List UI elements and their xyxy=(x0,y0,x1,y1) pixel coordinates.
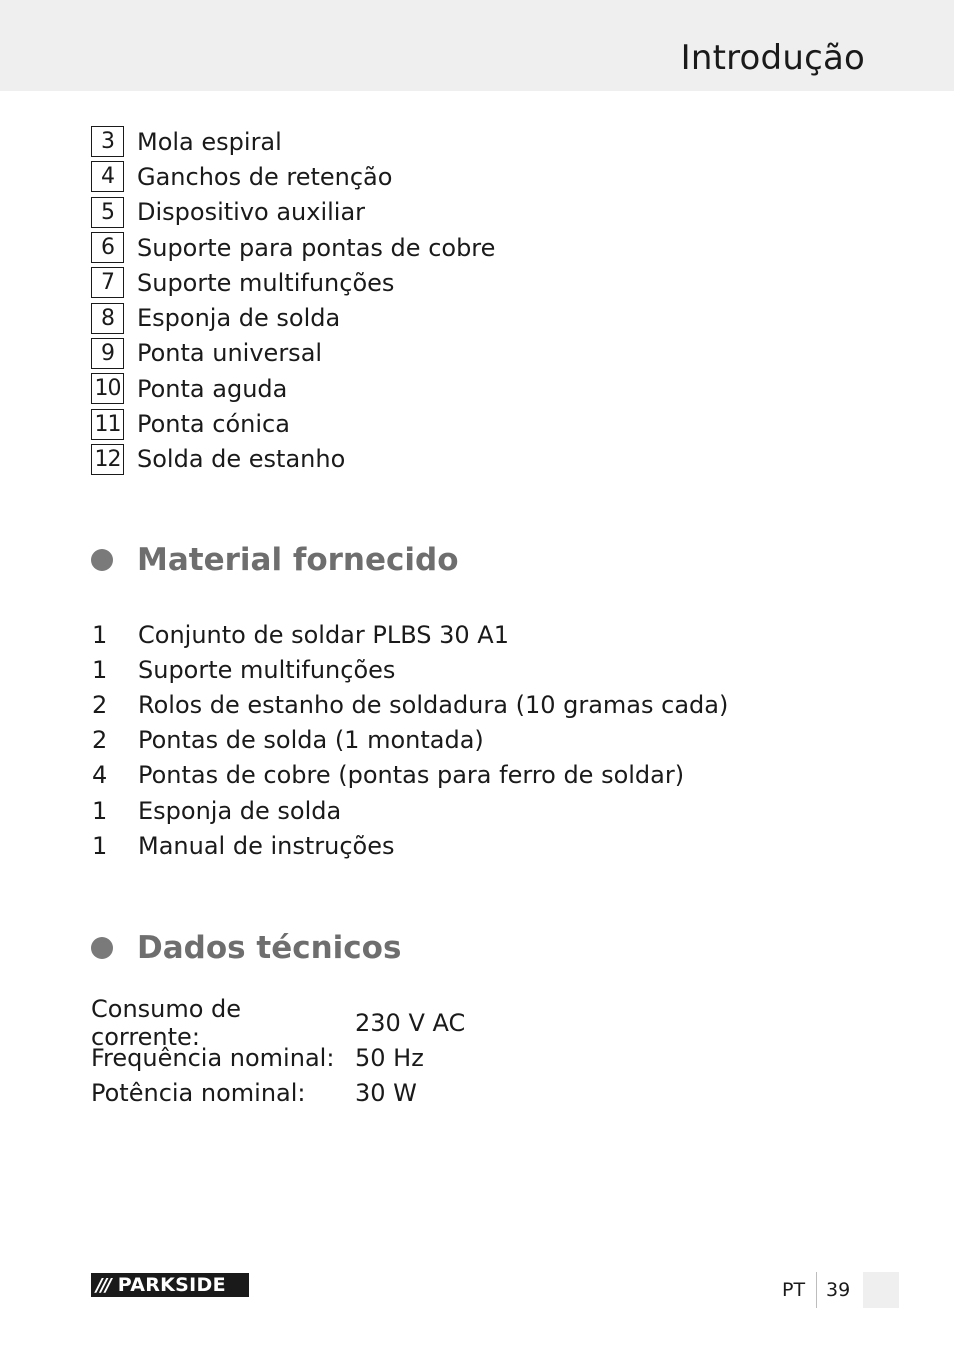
list-item xyxy=(91,828,728,863)
item-number: 7 xyxy=(91,267,124,298)
item-number: 10 xyxy=(91,373,124,404)
spec-list xyxy=(91,994,466,1111)
item-label: Mola espiral xyxy=(137,127,282,156)
item-label: Ganchos de retenção xyxy=(137,162,393,191)
parts-list xyxy=(91,124,495,477)
section-title: Material fornecido xyxy=(137,542,459,578)
item-quantity: 1 xyxy=(92,620,108,649)
list-item xyxy=(91,124,495,159)
list-item xyxy=(91,793,728,828)
item-label: Manual de instruções xyxy=(138,831,395,860)
item-number: 5 xyxy=(91,197,124,228)
item-label: Suporte para pontas de cobre xyxy=(137,233,496,262)
page-title: Introdução xyxy=(680,38,865,78)
language-code: PT xyxy=(782,1279,806,1301)
spec-row xyxy=(91,1075,465,1110)
item-label: Pontas de solda (1 montada) xyxy=(138,726,484,755)
list-item xyxy=(91,159,495,194)
page-number: 39 xyxy=(826,1279,851,1301)
item-number: 6 xyxy=(91,232,124,263)
logo-slashes: /// xyxy=(96,1274,110,1296)
item-quantity: 4 xyxy=(92,761,108,790)
item-quantity: 1 xyxy=(92,796,108,825)
spec-value: 230 V AC xyxy=(355,1008,466,1037)
list-item xyxy=(91,336,495,371)
item-number: 8 xyxy=(91,303,124,334)
item-label: Solda de estanho xyxy=(137,445,346,474)
section-title: Dados técnicos xyxy=(137,930,402,966)
item-number: 3 xyxy=(91,126,124,157)
scope-list xyxy=(91,617,728,863)
list-item xyxy=(91,230,495,265)
item-number: 12 xyxy=(91,444,124,475)
bullet-icon xyxy=(91,549,113,571)
item-label: Rolos de estanho de soldadura (10 gramas cada) xyxy=(138,690,729,719)
item-label: Esponja de solda xyxy=(137,304,341,333)
spec-row xyxy=(91,994,466,1051)
list-item xyxy=(91,265,495,300)
section-heading-scope xyxy=(91,542,459,578)
item-label: Conjunto de soldar PLBS 30 A1 xyxy=(138,620,509,649)
spec-label: Frequência nominal: xyxy=(91,1043,335,1072)
list-item xyxy=(91,300,495,335)
bullet-icon xyxy=(91,937,113,959)
item-label: Suporte multifunções xyxy=(137,268,395,297)
item-label: Ponta aguda xyxy=(137,374,288,403)
list-item xyxy=(91,617,728,652)
list-item xyxy=(91,687,728,722)
list-item xyxy=(91,371,495,406)
header-bar xyxy=(0,0,954,91)
item-label: Dispositivo auxiliar xyxy=(137,198,366,227)
list-item xyxy=(91,195,495,230)
list-item xyxy=(91,406,495,441)
footer-tab xyxy=(863,1272,899,1308)
item-quantity: 2 xyxy=(92,726,108,755)
item-number: 11 xyxy=(91,409,124,440)
list-item xyxy=(91,442,495,477)
list-item xyxy=(91,723,728,758)
item-number: 4 xyxy=(91,161,124,192)
item-label: Pontas de cobre (pontas para ferro de soldar) xyxy=(138,761,685,790)
spec-value: 50 Hz xyxy=(355,1043,424,1072)
list-item xyxy=(91,652,728,687)
item-quantity: 1 xyxy=(92,655,108,684)
item-label: Ponta universal xyxy=(137,339,323,368)
item-label: Ponta cónica xyxy=(137,410,290,439)
item-number: 9 xyxy=(91,338,124,369)
section-heading-specs xyxy=(91,930,401,966)
item-label: Suporte multifunções xyxy=(138,655,396,684)
spec-label: Consumo de corrente: xyxy=(91,994,242,1051)
logo-text: PARKSIDE xyxy=(117,1274,226,1296)
item-quantity: 1 xyxy=(92,831,108,860)
item-label: Esponja de solda xyxy=(138,796,342,825)
parkside-logo xyxy=(91,1273,249,1297)
spec-label: Potência nominal: xyxy=(91,1078,306,1107)
spec-row xyxy=(91,1040,465,1075)
footer-divider xyxy=(816,1272,817,1308)
item-quantity: 2 xyxy=(92,690,108,719)
list-item xyxy=(91,758,728,793)
spec-value: 30 W xyxy=(355,1078,417,1107)
